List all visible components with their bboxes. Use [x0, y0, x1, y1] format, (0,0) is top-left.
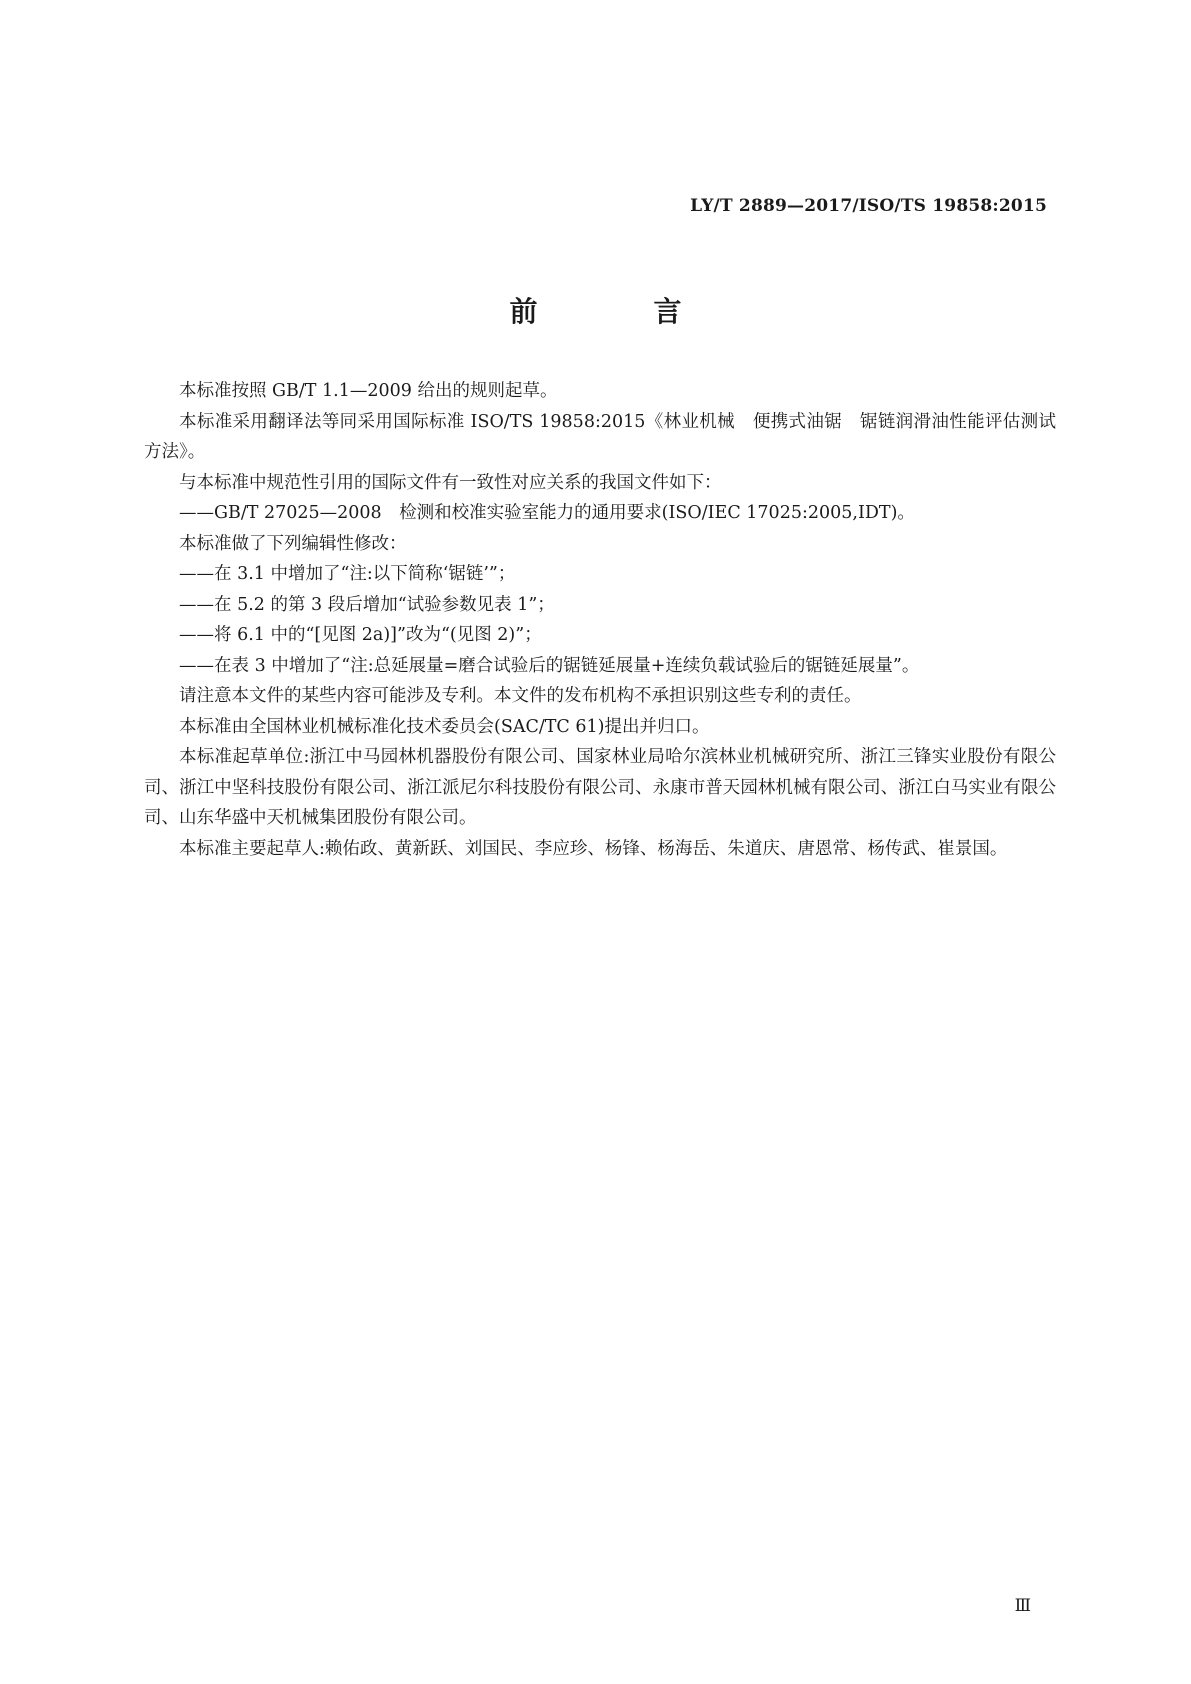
page-number: Ⅲ [1014, 1596, 1031, 1616]
paragraph-change-item: ——在表 3 中增加了“注:总延展量=磨合试验后的锯链延展量+连续负载试验后的锯链延展量”。 [179, 655, 920, 676]
page-title: 前 言 [509, 295, 726, 328]
paragraph-editorial-changes: 本标准做了下列编辑性修改： [179, 533, 407, 554]
paragraph-adoption: 本标准采用翻译法等同采用国际标准 ISO/TS 19858:2015《林业机械 便携式油锯 锯链润滑油性能评估测试方法》。 [144, 411, 1056, 462]
paragraph-reference-item: ——GB/T 27025—2008 检测和校准实验室能力的通用要求(ISO/IEC 17025:2005,IDT)。 [179, 503, 915, 523]
paragraph-drafting-rules: 本标准按照 GB/T 1.1—2009 给出的规则起草。 [179, 381, 558, 401]
paragraph-drafters: 本标准主要起草人:赖佑政、黄新跃、刘国民、李应珍、杨锋、杨海岳、朱道庆、唐恩常、杨传武、崔景国。 [179, 838, 1008, 859]
standard-code: LY/T 2889—2017/ISO/TS 19858:2015 [690, 196, 1047, 216]
paragraph-change-item: ——将 6.1 中的“[见图 2a)]”改为“(见图 2)”； [179, 625, 542, 645]
paragraph-change-item: ——在 3.1 中增加了“注:以下简称‘锯链’”； [179, 564, 516, 584]
paragraph-change-item: ——在 5.2 的第 3 段后增加“试验参数见表 1”； [179, 594, 555, 615]
document-body [144, 376, 1056, 864]
paragraph-drafting-units: 本标准起草单位:浙江中马园林机器股份有限公司、国家林业局哈尔滨林业机械研究所、浙江三锋实业股份有限公司、浙江中坚科技股份有限公司、浙江派尼尔科技股份有限公司、永康市普天园林机械有限公司、浙江白马实业有限公司、山东华盛中天机械集团股份有限公司。 [144, 747, 1056, 828]
paragraph-corresponding-docs: 与本标准中规范性引用的国际文件有一致性对应关系的我国文件如下： [179, 472, 722, 493]
paragraph-proposer: 本标准由全国林业机械标准化技术委员会(SAC/TC 61)提出并归口。 [179, 716, 710, 737]
paragraph-patent-notice: 请注意本文件的某些内容可能涉及专利。本文件的发布机构不承担识别这些专利的责任。 [179, 686, 862, 706]
